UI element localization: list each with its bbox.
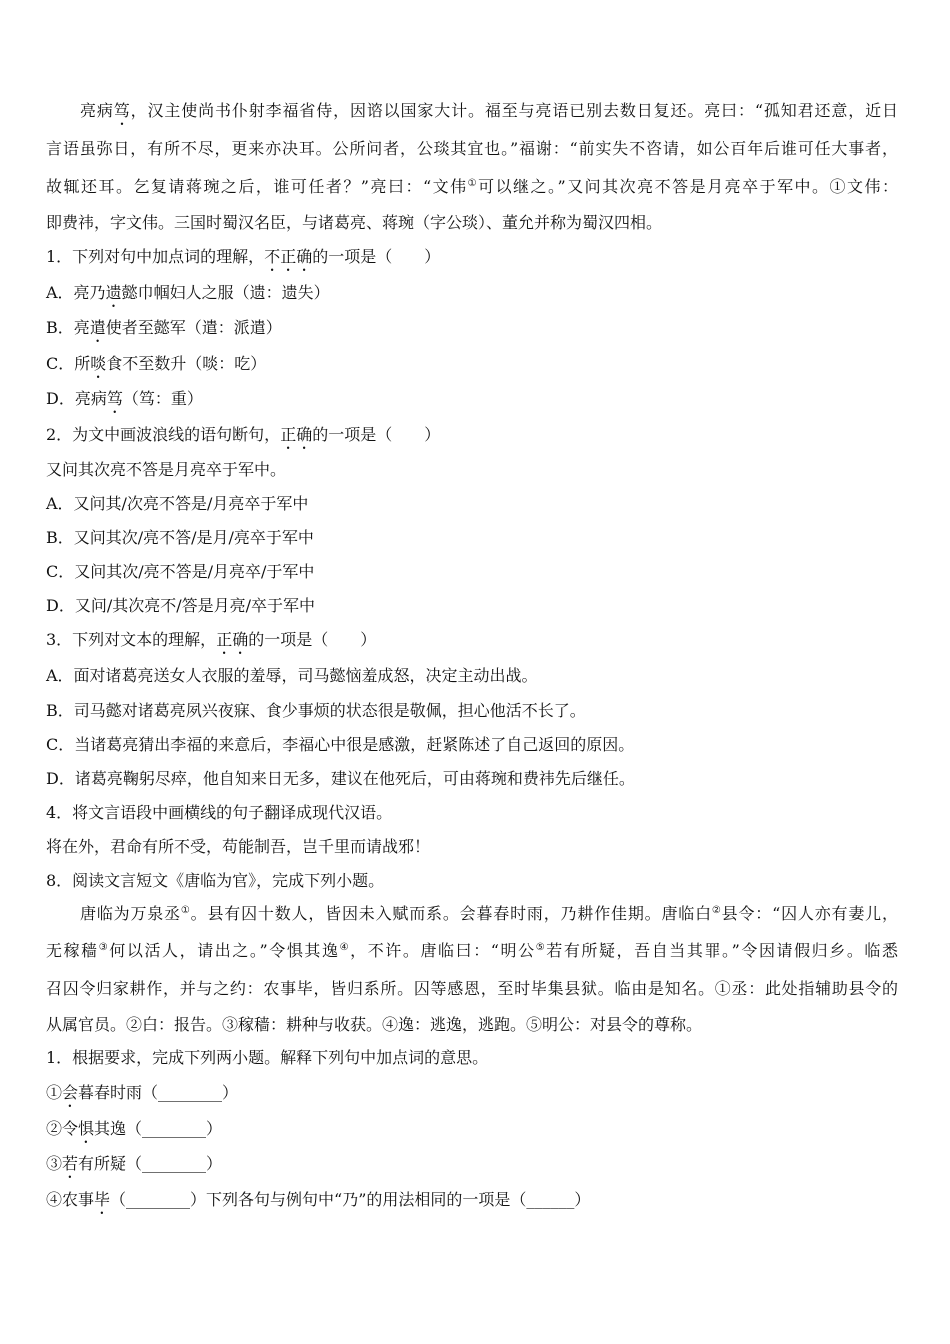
question-2-stem: 2．为文中画波浪线的语句断句，正确的一项是（ ） [46, 425, 441, 444]
question-8-1-item: ②令惧其逸（________） [46, 1119, 223, 1138]
question-3-option-a: A．面对诸葛亮送女人衣服的羞辱，司马懿恼羞成怒，决定主动出战。 [46, 666, 538, 685]
passage-line: 故辄还耳。乞复请蒋琬之后，谁可任者？”亮曰：“文伟①可以继之。”又问其次亮不答是月亮卒于军中。①文伟： [46, 177, 899, 196]
question-8-1-item: ④农事毕（________）下列各句与例句中“乃”的用法相同的一项是（______） [46, 1190, 591, 1209]
question-3-option-d: D．诸葛亮鞠躬尽瘁，他自知来日无多，建议在他死后，可由蒋琬和费祎先后继任。 [46, 769, 635, 788]
passage-2-line: 召囚令归家耕作，并与之约：农事毕，皆归系所。囚等感恩，至时毕集县狱。临由是知名。①丞：此处指辅助县令的 [46, 979, 898, 998]
question-4-sentence: 将在外，君命有所不受，苟能制吾，岂千里而请战邪！ [46, 837, 431, 856]
question-1-option-d: D．亮病笃（笃：重） [46, 389, 203, 408]
question-1-option-c: C．所啖食不至数升（啖：吃） [46, 354, 267, 373]
question-2-option-d: D．又问/其次亮不/答是月亮/卒于军中 [46, 596, 316, 615]
question-1-option-a: A．亮乃遗懿巾帼妇人之服（遗：遗失） [46, 283, 330, 302]
passage-2-line: 无稼穑③何以活人，请出之。”令惧其逸④，不许。唐临曰：“明公⑤若有所疑，吾自当其罪。”令因请假归乡。临悉 [46, 941, 898, 960]
question-3-option-c: C．当诸葛亮猜出李福的来意后，李福心中很是感激，赶紧陈述了自己返回的原因。 [46, 735, 635, 754]
question-1-option-b: B．亮遣使者至懿军（遣：派遣） [46, 318, 282, 337]
question-3-option-b: B．司马懿对诸葛亮夙兴夜寐、食少事烦的状态很是敬佩，担心他活不长了。 [46, 701, 586, 720]
question-2-option-a: A．又问其/次亮不答是/月亮卒于军中 [46, 494, 309, 513]
question-2-sentence: 又问其次亮不答是月亮卒于军中。 [46, 460, 287, 479]
question-8-1-item: ③若有所疑（________） [46, 1154, 223, 1173]
question-4-stem: 4．将文言语段中画横线的句子翻译成现代汉语。 [46, 803, 393, 822]
passage-2-footnote: 从属官员。②白：报告。③稼穑：耕种与收获。④逸：逃逸，逃跑。⑤明公：对县令的尊称。 [46, 1015, 703, 1034]
question-3-stem: 3．下列对文本的理解，正确的一项是（ ） [46, 630, 377, 649]
passage-line: 言语虽弥日，有所不尽，更来亦决耳。公所问者，公琰其宜也。”福谢：“前实失不咨请，如公百年后谁可任大事者， [46, 139, 898, 158]
question-8-1-stem: 1．根据要求，完成下列两小题。解释下列句中加点词的意思。 [46, 1048, 489, 1067]
passage-2-line: 唐临为万泉丞①。县有囚十数人，皆因未入赋而系。会暮春时雨，乃耕作佳期。唐临白②县令：“囚人亦有妻儿， [80, 904, 898, 923]
question-2-option-c: C．又问其次/亮不答是/月亮卒/于军中 [46, 562, 315, 581]
passage-footnote: 即费祎，字文伟。三国时蜀汉名臣，与诸葛亮、蒋琬（字公琰）、董允并称为蜀汉四相。 [46, 213, 663, 232]
question-1-stem: 1．下列对句中加点词的理解，不正确的一项是（ ） [46, 247, 441, 266]
passage-line: 亮病笃，汉主使尚书仆射李福省侍，因谘以国家大计。福至与亮语已别去数日复还。亮曰：“孤知君还意，近日 [80, 101, 898, 120]
question-8-1-item: ①会暮春时雨（________） [46, 1083, 239, 1102]
question-2-option-b: B．又问其次/亮不答/是月/亮卒于军中 [46, 528, 314, 547]
question-8-stem: 8．阅读文言短文《唐临为官》，完成下列小题。 [46, 871, 385, 890]
